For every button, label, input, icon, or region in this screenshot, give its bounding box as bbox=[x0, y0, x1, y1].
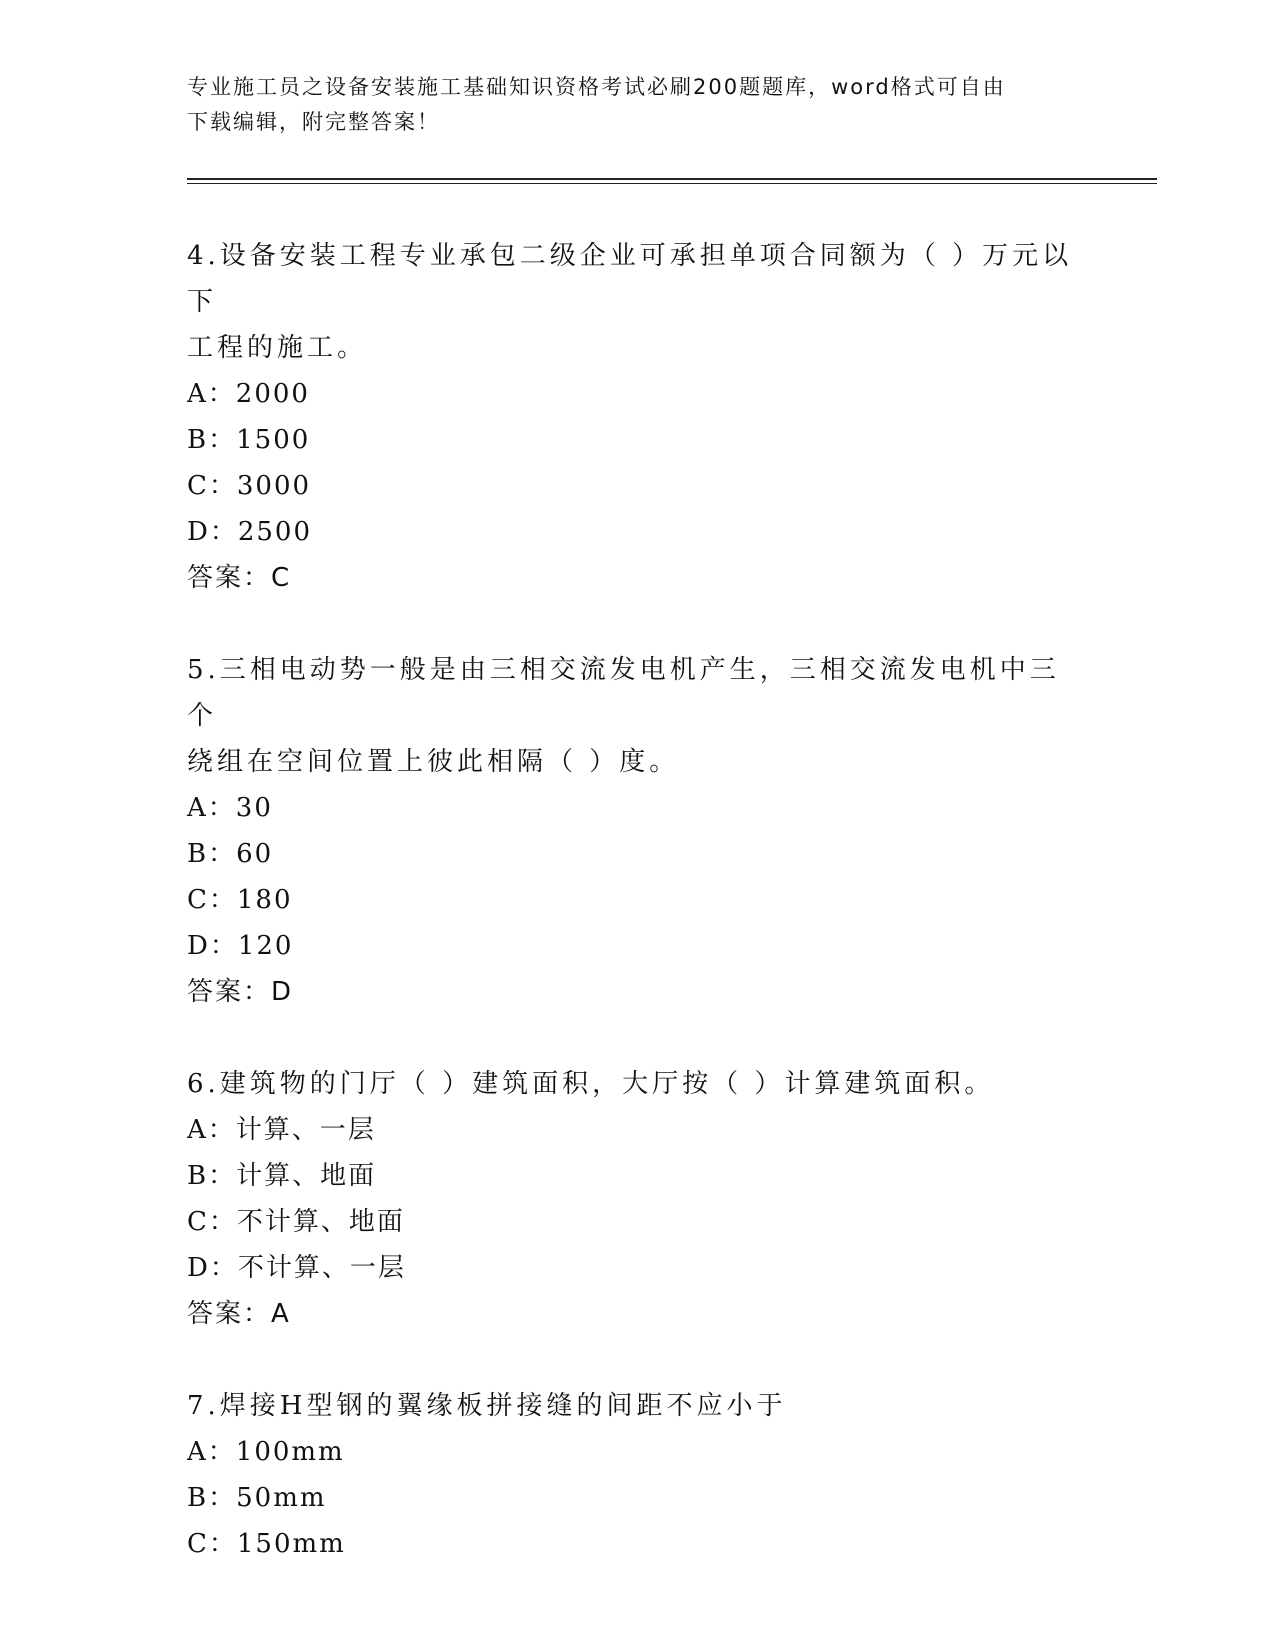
question-4 bbox=[187, 233, 1087, 601]
question-7 bbox=[187, 1383, 1087, 1567]
option-b: B：1500 bbox=[187, 425, 311, 455]
answer: 答案：A bbox=[187, 1299, 291, 1329]
option-d: D：2500 bbox=[187, 517, 313, 547]
question-text-line-1: 7.焊接H型钢的翼缘板拼接缝的间距不应小于 bbox=[187, 1391, 787, 1421]
answer: 答案：D bbox=[187, 977, 294, 1007]
question-text-line-2: 工程的施工。 bbox=[187, 333, 368, 363]
option-c: C：180 bbox=[187, 885, 293, 915]
header-divider-thick bbox=[187, 178, 1157, 180]
option-d: D：不计算、一层 bbox=[187, 1253, 406, 1283]
option-c: C：不计算、地面 bbox=[187, 1207, 405, 1237]
option-d: D：120 bbox=[187, 931, 294, 961]
option-c: C：150mm bbox=[187, 1529, 346, 1559]
option-b: B：50mm bbox=[187, 1483, 327, 1513]
option-b: B：60 bbox=[187, 839, 274, 869]
question-5 bbox=[187, 647, 1087, 1015]
question-text bbox=[187, 1383, 1087, 1429]
header-line-1: 专业施工员之设备安装施工基础知识资格考试必刷200题题库，word格式可自由 bbox=[187, 75, 1006, 99]
question-text bbox=[187, 647, 1087, 785]
document-header bbox=[187, 70, 1067, 140]
option-b: B：计算、地面 bbox=[187, 1161, 377, 1191]
option-a: A：计算、一层 bbox=[187, 1115, 376, 1145]
question-list bbox=[187, 233, 1087, 1613]
question-text bbox=[187, 1061, 1087, 1107]
option-a: A：30 bbox=[187, 793, 273, 823]
header-line-2: 下载编辑，附完整答案！ bbox=[187, 110, 440, 134]
question-text-line-2: 绕组在空间位置上彼此相隔（ ）度。 bbox=[187, 747, 680, 777]
header-divider-thin bbox=[187, 183, 1157, 184]
option-c: C：3000 bbox=[187, 471, 312, 501]
option-a: A：2000 bbox=[187, 379, 310, 409]
question-text-line-1: 4.设备安装工程专业承包二级企业可承担单项合同额为（ ）万元以下 bbox=[187, 241, 1073, 317]
option-a: A：100mm bbox=[187, 1437, 345, 1467]
question-6 bbox=[187, 1061, 1087, 1337]
question-text-line-1: 5.三相电动势一般是由三相交流发电机产生，三相交流发电机中三个 bbox=[187, 655, 1060, 731]
answer: 答案：C bbox=[187, 563, 292, 593]
question-text-line-1: 6.建筑物的门厅（ ）建筑面积，大厅按（ ）计算建筑面积。 bbox=[187, 1069, 995, 1099]
question-text bbox=[187, 233, 1087, 371]
